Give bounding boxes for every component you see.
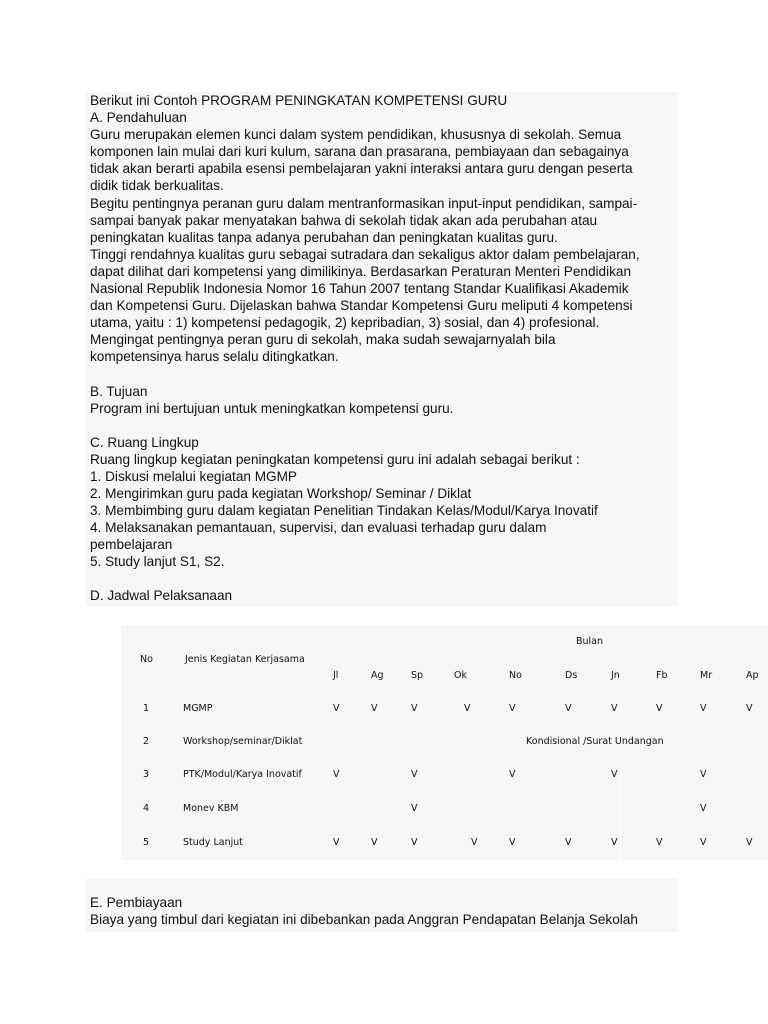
- schedule-mark: V: [746, 837, 753, 848]
- row-activity: Workshop/seminar/Diklat: [183, 736, 303, 747]
- month-header: Jn: [611, 670, 620, 681]
- section-a-line: tidak akan berarti apabila esensi pembelajaran yakni interaksi antara guru dengan peserta: [90, 161, 633, 177]
- section-a-line: Tinggi rendahnya kualitas guru sebagai sutradara dan sekaligus aktor dalam pembelajaran,: [90, 246, 640, 262]
- header-bulan: Bulan: [576, 636, 604, 647]
- scope-list-item: 1. Diskusi melalui kegiatan MGMP: [90, 468, 297, 484]
- schedule-mark: V: [656, 703, 663, 714]
- scope-list-item: 3. Membimbing guru dalam kegiatan Penelitian Tindakan Kelas/Modul/Karya Inovatif: [90, 503, 598, 519]
- section-e-text: Biaya yang timbul dari kegiatan ini dibebankan pada Anggran Pendapatan Belanja Sekolah: [90, 912, 638, 928]
- schedule-mark: V: [333, 703, 340, 714]
- schedule-mark: V: [411, 703, 418, 714]
- section-a-line: dan Kompetensi Guru. Dijelaskan bahwa Standar Kompetensi Guru meliputi 4 kompetensi: [90, 298, 633, 314]
- schedule-mark: V: [611, 837, 618, 848]
- row-number: 5: [143, 837, 150, 848]
- schedule-mark: V: [700, 703, 707, 714]
- intro-title: Berikut ini Contoh PROGRAM PENINGKATAN KOMPETENSI GURU: [90, 93, 508, 108]
- schedule-mark: V: [746, 703, 753, 714]
- schedule-mark: V: [656, 837, 663, 848]
- month-header: Ag: [371, 670, 384, 681]
- section-a-line: sampai banyak pakar menyatakan bahwa di sekolah tidak akan ada perubahan atau: [90, 212, 598, 228]
- section-c-list: [90, 468, 678, 571]
- section-a-line: Guru merupakan elemen kunci dalam system pendidikan, khususnya di sekolah. Semua: [90, 127, 622, 143]
- schedule-mark: V: [565, 703, 572, 714]
- row-activity: Monev KBM: [183, 803, 239, 814]
- scope-list-item: 4. Melaksanakan pemantauan, supervisi, dan evaluasi terhadap guru dalam: [90, 520, 547, 536]
- section-a-line: utama, yaitu : 1) kompetensi pedagogik, 2) kepribadian, 3) sosial, dan 4) profesional.: [90, 315, 600, 331]
- schedule-mark: V: [464, 703, 471, 714]
- month-header: Ok: [454, 670, 467, 681]
- row-activity: PTK/Modul/Karya Inovatif: [183, 769, 302, 780]
- row-note: Kondisional /Surat Undangan: [526, 736, 664, 747]
- section-a-line: Begitu pentingnya peranan guru dalam mentranformasikan input-input pendidikan, sampai-: [90, 195, 638, 211]
- schedule-mark: V: [411, 803, 418, 814]
- row-number: 1: [143, 703, 150, 714]
- schedule-mark: V: [471, 837, 478, 848]
- section-a-line: Mengingat pentingnya peran guru di sekolah, maka sudah sewajarnyalah bila: [90, 332, 556, 348]
- header-activity: Jenis Kegiatan Kerjasama: [185, 654, 305, 665]
- column-divider: [620, 775, 621, 860]
- row-activity: MGMP: [183, 703, 213, 714]
- section-d-heading: D. Jadwal Pelaksanaan: [90, 588, 233, 604]
- month-header: Sp: [411, 670, 424, 681]
- month-header: No: [509, 670, 522, 681]
- row-activity: Study Lanjut: [183, 837, 243, 848]
- schedule-mark: V: [565, 837, 572, 848]
- schedule-mark: V: [411, 837, 418, 848]
- section-a-line: dapat dilihat dari kompetensi yang dimilikinya. Berdasarkan Peraturan Menteri Pendidikan: [90, 263, 632, 279]
- month-header: Fb: [656, 670, 668, 681]
- section-a-line: didik tidak berkualitas.: [90, 178, 224, 194]
- schedule-mark: V: [700, 769, 707, 780]
- header-no: No: [140, 654, 153, 665]
- section-a-heading: A. Pendahuluan: [90, 110, 187, 126]
- section-e-heading: E. Pembiayaan: [90, 895, 183, 910]
- row-number: 2: [143, 736, 150, 747]
- section-c-heading: C. Ruang Lingkup: [90, 434, 199, 450]
- schedule-mark: V: [700, 803, 707, 814]
- month-header: Mr: [700, 670, 713, 681]
- schedule-mark: V: [411, 769, 418, 780]
- schedule-table: [121, 625, 768, 860]
- section-a-line: kompetensinya harus selalu ditingkatkan.: [90, 349, 339, 365]
- section-b-heading: B. Tujuan: [90, 383, 148, 399]
- row-number: 3: [143, 769, 150, 780]
- document-text-top: [86, 92, 678, 606]
- month-header: Ap: [746, 670, 759, 681]
- section-a-body: [90, 126, 678, 365]
- month-header: Ds: [565, 670, 578, 681]
- schedule-mark: V: [509, 703, 516, 714]
- section-a-line: komponen lain mulai dari kuri kulum, sarana dan prasarana, pembiayaan dan sebagainya: [90, 144, 629, 160]
- scope-list-item: 5. Study lanjut S1, S2.: [90, 554, 225, 570]
- row-number: 4: [143, 803, 150, 814]
- schedule-mark: V: [333, 769, 340, 780]
- schedule-mark: V: [509, 837, 516, 848]
- schedule-mark: V: [333, 837, 340, 848]
- schedule-mark: V: [700, 837, 707, 848]
- section-a-line: Nasional Republik Indonesia Nomor 16 Tahun 2007 tentang Standar Kualifikasi Akademik: [90, 281, 629, 297]
- month-header: Jl: [333, 670, 339, 681]
- schedule-mark: V: [611, 703, 618, 714]
- schedule-mark: V: [611, 769, 618, 780]
- schedule-mark: V: [371, 837, 378, 848]
- section-c-intro: Ruang lingkup kegiatan peningkatan kompetensi guru ini adalah sebagai berikut :: [90, 451, 580, 467]
- scope-list-item: pembelajaran: [90, 537, 173, 553]
- document-text-bottom: [86, 878, 678, 932]
- schedule-mark: V: [509, 769, 516, 780]
- section-a-line: peningkatan kualitas tanpa adanya perubahan dan peningkatan kualitas guru.: [90, 229, 558, 245]
- schedule-mark: V: [371, 703, 378, 714]
- section-b-text: Program ini bertujuan untuk meningkatkan kompetensi guru.: [90, 400, 454, 416]
- scope-list-item: 2. Mengirimkan guru pada kegiatan Workshop/ Seminar / Diklat: [90, 485, 472, 501]
